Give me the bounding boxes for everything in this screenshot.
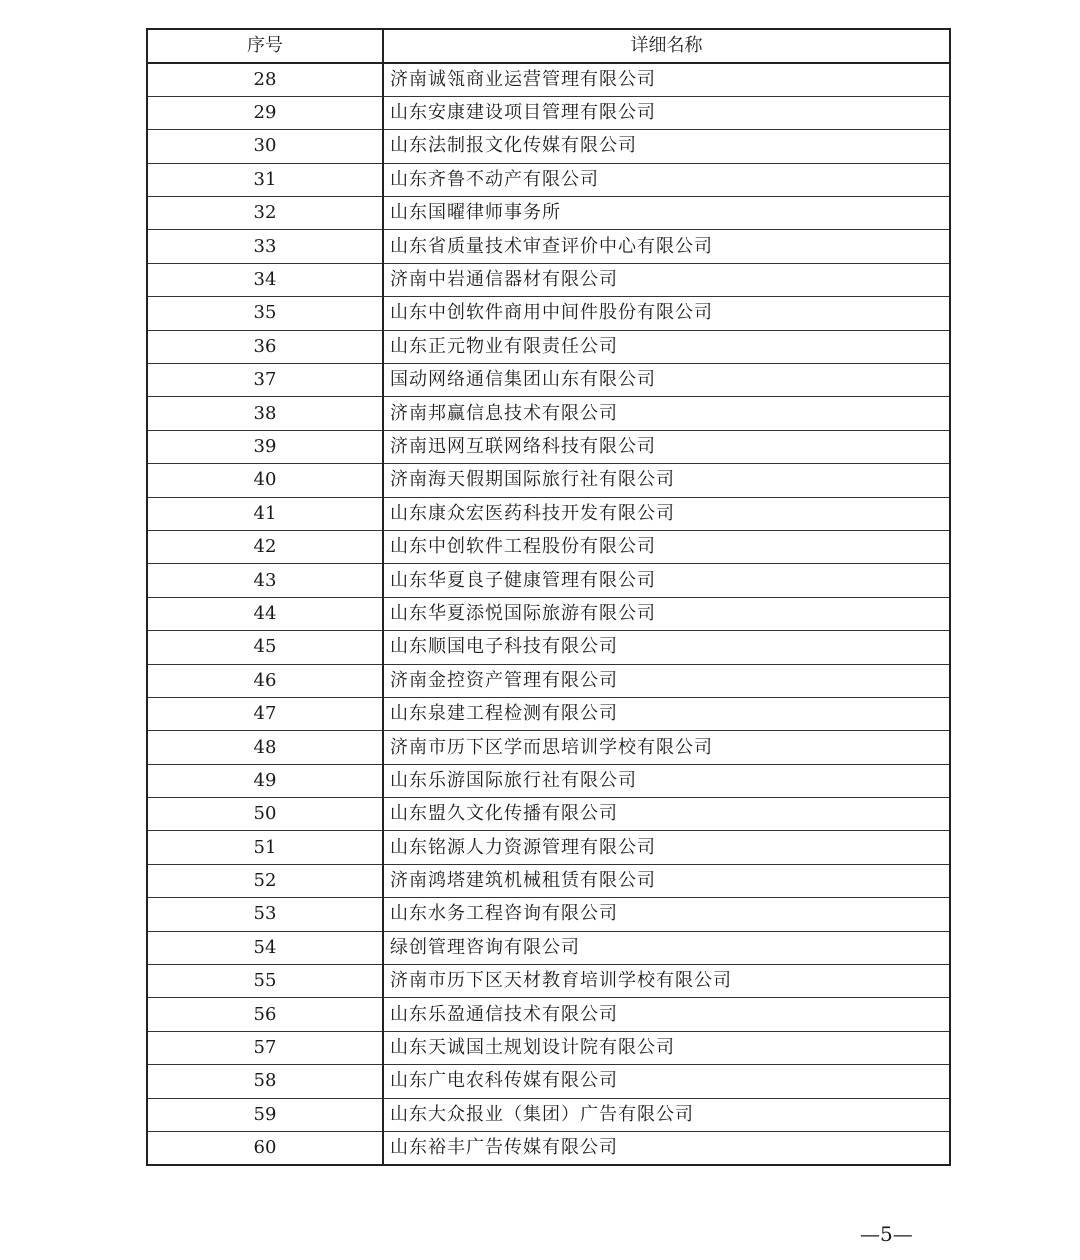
table-row [147, 564, 950, 597]
table-row [147, 130, 950, 163]
table-row [147, 764, 950, 797]
company-name: 山东康众宏医药科技开发有限公司 [383, 497, 950, 530]
header-name: 详细名称 [383, 29, 950, 63]
table-row [147, 597, 950, 630]
row-number: 38 [147, 397, 383, 430]
company-name: 济南邦赢信息技术有限公司 [383, 397, 950, 430]
table-body [147, 63, 950, 1165]
table-row [147, 831, 950, 864]
row-number: 37 [147, 364, 383, 397]
row-number: 39 [147, 430, 383, 463]
table-row [147, 864, 950, 897]
table-row [147, 530, 950, 563]
table-row [147, 364, 950, 397]
company-name: 济南海天假期国际旅行社有限公司 [383, 464, 950, 497]
company-name: 山东乐盈通信技术有限公司 [383, 998, 950, 1031]
row-number: 57 [147, 1031, 383, 1064]
table-row [147, 631, 950, 664]
table-row [147, 497, 950, 530]
table-row [147, 998, 950, 1031]
row-number: 42 [147, 530, 383, 563]
company-name: 山东华夏良子健康管理有限公司 [383, 564, 950, 597]
table-row [147, 163, 950, 196]
row-number: 52 [147, 864, 383, 897]
table-row [147, 430, 950, 463]
row-number: 44 [147, 597, 383, 630]
table-row [147, 898, 950, 931]
company-name: 山东安康建设项目管理有限公司 [383, 96, 950, 129]
row-number: 53 [147, 898, 383, 931]
table-row [147, 464, 950, 497]
row-number: 35 [147, 297, 383, 330]
row-number: 29 [147, 96, 383, 129]
table-row [147, 731, 950, 764]
row-number: 60 [147, 1132, 383, 1165]
company-name: 山东法制报文化传媒有限公司 [383, 130, 950, 163]
company-list-table-container [146, 28, 949, 1166]
company-name: 国动网络通信集团山东有限公司 [383, 364, 950, 397]
company-name: 山东盟久文化传播有限公司 [383, 798, 950, 831]
table-row [147, 697, 950, 730]
row-number: 32 [147, 197, 383, 230]
company-name: 济南诚瓴商业运营管理有限公司 [383, 63, 950, 96]
company-name: 山东国曜律师事务所 [383, 197, 950, 230]
table-row [147, 664, 950, 697]
row-number: 40 [147, 464, 383, 497]
company-name: 山东大众报业（集团）广告有限公司 [383, 1098, 950, 1131]
company-name: 山东齐鲁不动产有限公司 [383, 163, 950, 196]
company-name: 山东中创软件商用中间件股份有限公司 [383, 297, 950, 330]
row-number: 36 [147, 330, 383, 363]
row-number: 30 [147, 130, 383, 163]
table-row [147, 397, 950, 430]
row-number: 51 [147, 831, 383, 864]
table-row [147, 1031, 950, 1064]
table-row [147, 1132, 950, 1165]
row-number: 31 [147, 163, 383, 196]
row-number: 55 [147, 965, 383, 998]
company-name: 济南迅网互联网络科技有限公司 [383, 430, 950, 463]
company-name: 绿创管理咨询有限公司 [383, 931, 950, 964]
row-number: 54 [147, 931, 383, 964]
company-name: 山东广电农科传媒有限公司 [383, 1065, 950, 1098]
row-number: 47 [147, 697, 383, 730]
company-name: 济南市历下区学而思培训学校有限公司 [383, 731, 950, 764]
table-row [147, 297, 950, 330]
company-name: 山东泉建工程检测有限公司 [383, 697, 950, 730]
company-name: 山东华夏添悦国际旅游有限公司 [383, 597, 950, 630]
company-name: 济南市历下区天材教育培训学校有限公司 [383, 965, 950, 998]
row-number: 34 [147, 263, 383, 296]
table-row [147, 230, 950, 263]
table-header [147, 29, 950, 63]
page-number: —5— [860, 1222, 913, 1246]
row-number: 43 [147, 564, 383, 597]
company-name: 山东乐游国际旅行社有限公司 [383, 764, 950, 797]
table-row [147, 330, 950, 363]
table-row [147, 1065, 950, 1098]
company-name: 济南金控资产管理有限公司 [383, 664, 950, 697]
row-number: 48 [147, 731, 383, 764]
company-name: 济南鸿塔建筑机械租赁有限公司 [383, 864, 950, 897]
table-row [147, 263, 950, 296]
table-row [147, 798, 950, 831]
row-number: 50 [147, 798, 383, 831]
company-name: 山东正元物业有限责任公司 [383, 330, 950, 363]
row-number: 46 [147, 664, 383, 697]
table-row [147, 965, 950, 998]
row-number: 41 [147, 497, 383, 530]
table-row [147, 931, 950, 964]
company-name: 山东裕丰广告传媒有限公司 [383, 1132, 950, 1165]
row-number: 56 [147, 998, 383, 1031]
table-row [147, 63, 950, 96]
table-row [147, 1098, 950, 1131]
row-number: 58 [147, 1065, 383, 1098]
header-row [147, 29, 950, 63]
row-number: 49 [147, 764, 383, 797]
company-list-table [146, 28, 951, 1166]
company-name: 济南中岩通信器材有限公司 [383, 263, 950, 296]
company-name: 山东省质量技术审查评价中心有限公司 [383, 230, 950, 263]
company-name: 山东铭源人力资源管理有限公司 [383, 831, 950, 864]
company-name: 山东中创软件工程股份有限公司 [383, 530, 950, 563]
row-number: 45 [147, 631, 383, 664]
table-row [147, 197, 950, 230]
table-row [147, 96, 950, 129]
company-name: 山东水务工程咨询有限公司 [383, 898, 950, 931]
row-number: 28 [147, 63, 383, 96]
header-number: 序号 [147, 29, 383, 63]
company-name: 山东顺国电子科技有限公司 [383, 631, 950, 664]
row-number: 33 [147, 230, 383, 263]
company-name: 山东天诚国土规划设计院有限公司 [383, 1031, 950, 1064]
row-number: 59 [147, 1098, 383, 1131]
